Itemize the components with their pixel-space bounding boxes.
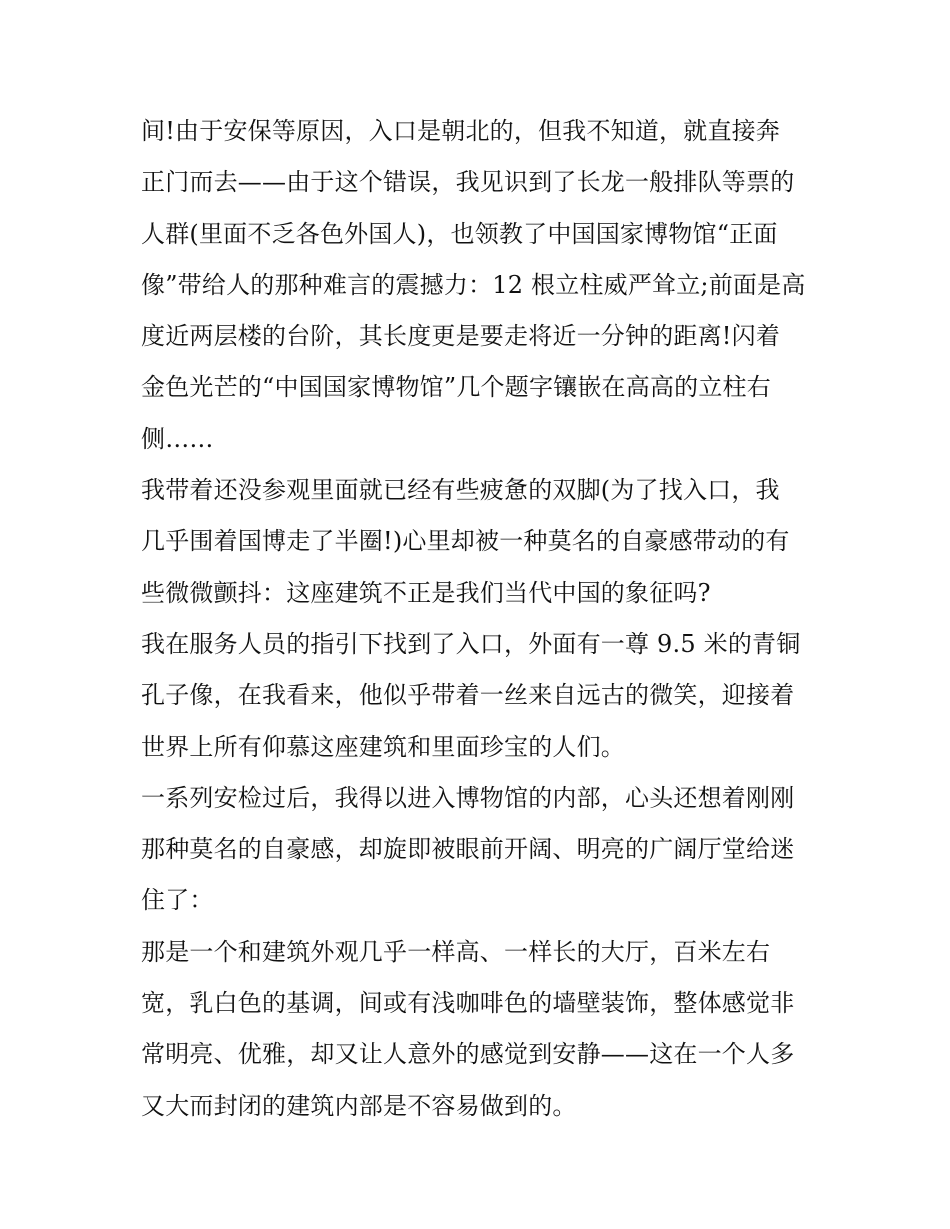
text-line-16: 住了： (141, 886, 214, 915)
text-line-2: 正门而去——由于这个错误，我见识到了长龙一般排队等票的 (141, 168, 795, 197)
text-line-14: 一系列安检过后，我得以进入博物馆的内部，心头还想着刚刚 (141, 783, 795, 812)
text-line-7: 侧…… (141, 424, 214, 453)
text-line-20: 又大而封闭的建筑内部是不容易做到的。 (141, 1091, 577, 1120)
text-line-13: 世界上所有仰慕这座建筑和里面珍宝的人们。 (141, 732, 625, 761)
text-line-5: 度近两层楼的台阶，其长度更是要走将近一分钟的距离!闪着 (141, 322, 781, 351)
text-line-10: 些微微颤抖：这座建筑不正是我们当代中国的象征吗? (141, 578, 711, 607)
text-line-8: 我带着还没参观里面就已经有些疲惫的双脚(为了找入口，我 (141, 476, 780, 505)
document-body (141, 106, 821, 1132)
text-line-9: 几乎围着国博走了半圈!)心里却被一种莫名的自豪感带动的有 (141, 527, 790, 556)
text-line-15: 那种莫名的自豪感，却旋即被眼前开阔、明亮的广阔厅堂给迷 (141, 835, 795, 864)
text-line-3: 人群(里面不乏各色外国人)，也领教了中国国家博物馆“正面 (141, 219, 778, 248)
text-line-11: 我在服务人员的指引下找到了入口，外面有一尊 9.5 米的青铜 (141, 629, 801, 658)
text-line-17: 那是一个和建筑外观几乎一样高、一样长的大厅，百米左右 (141, 937, 771, 966)
text-line-18: 宽，乳白色的基调，间或有浅咖啡色的墙壁装饰，整体感觉非 (141, 989, 795, 1018)
text-line-12: 孔子像，在我看来，他似乎带着一丝来自远古的微笑，迎接着 (141, 681, 795, 710)
text-line-1: 间!由于安保等原因，入口是朝北的，但我不知道，就直接奔 (141, 117, 781, 145)
text-line-6: 金色光芒的“中国国家博物馆”几个题字镶嵌在高高的立柱右 (141, 373, 771, 402)
text-line-4: 像”带给人的那种难言的震撼力：12 根立柱威严耸立;前面是高 (141, 270, 806, 299)
text-line-19: 常明亮、优雅，却又让人意外的感觉到安静——这在一个人多 (141, 1040, 795, 1069)
